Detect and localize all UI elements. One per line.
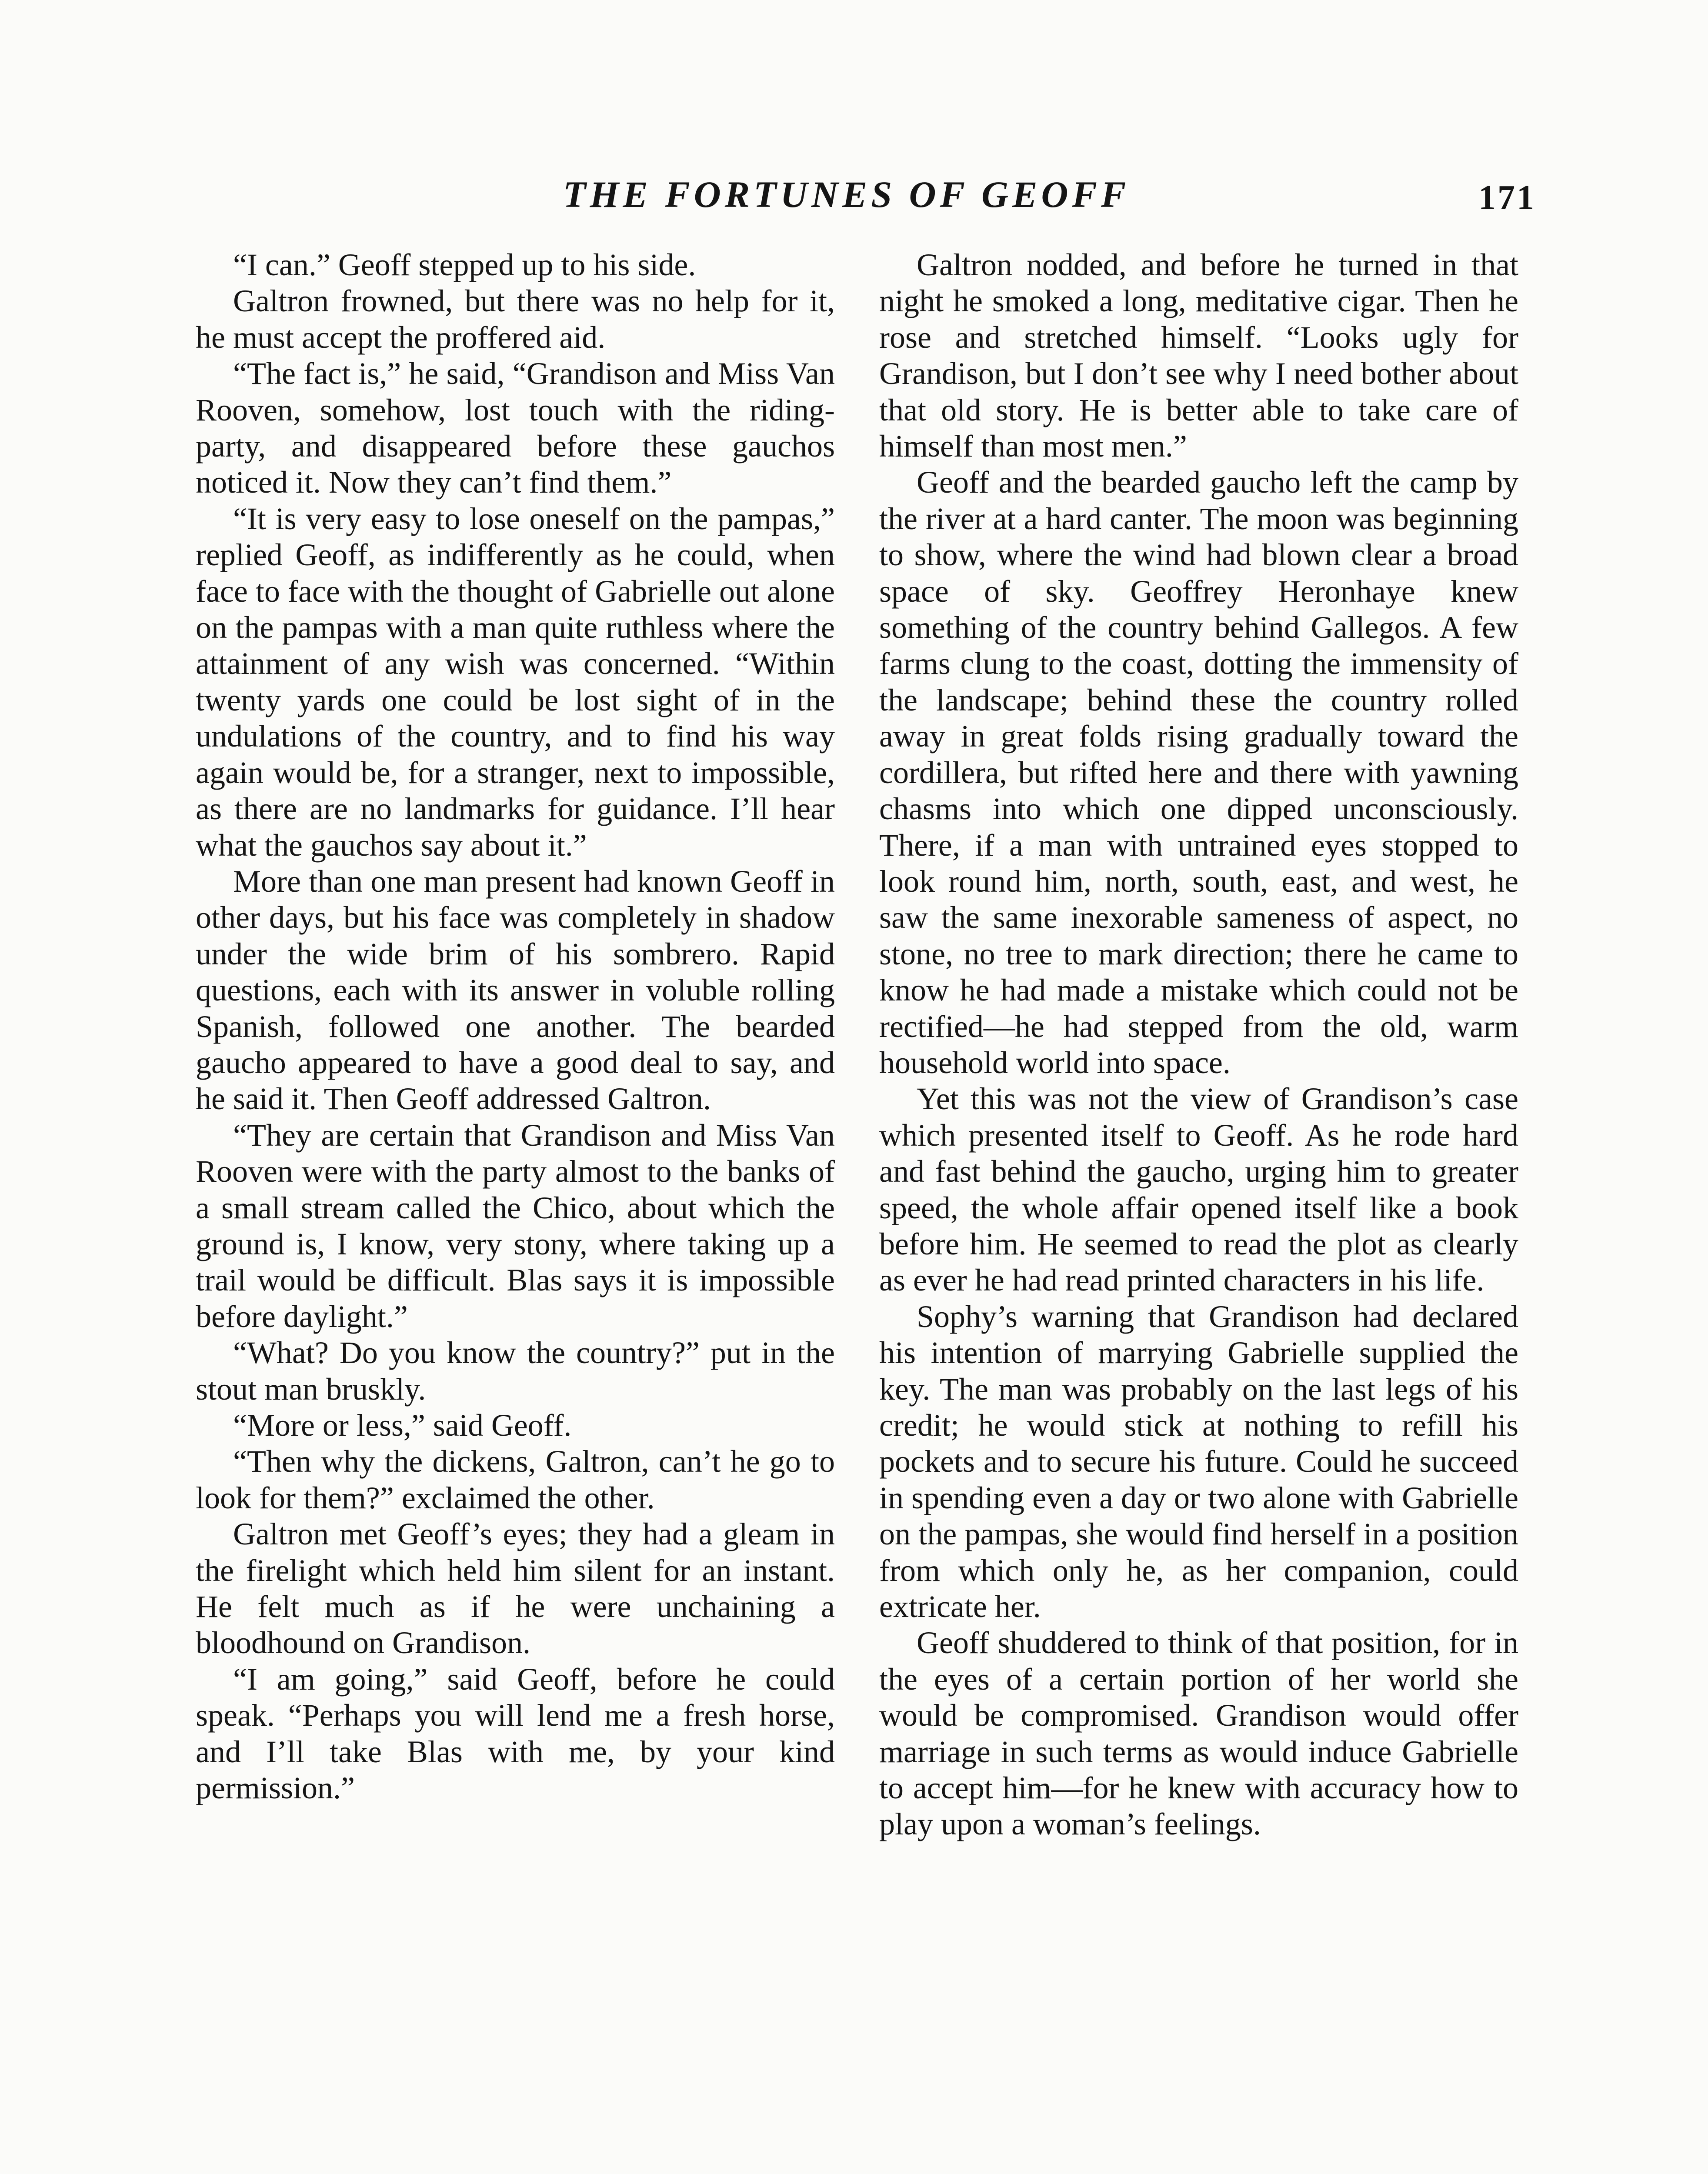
paragraph: Yet this was not the view of Grandison’s case which presented itself to Geoff. As he rode hard and fast behind the gaucho, urging him to greater speed, the whole affair opened itself like a book before him. He seemed to read the plot as clearly as ever he had read printed characters in his life. — [879, 1081, 1518, 1298]
page-header — [0, 170, 1708, 218]
paragraph: “It is very easy to lose oneself on the pampas,” replied Geoff, as indifferently as he could, when face to face with the thought of Gabrielle out alone on the pampas with a man quite ruthless where the attainment of any wish was concerned. “Within twenty yards one could be lost sight of in the undulations of the country, and to find his way again would be, for a stranger, next to impossible, as there are no landmarks for guidance. I’ll hear what the gauchos say about it.” — [196, 501, 835, 863]
paragraph: Galtron met Geoff’s eyes; they had a gleam in the firelight which held him silent for an instant. He felt much as if he were unchaining a bloodhound on Grandison. — [196, 1517, 835, 1661]
paragraph: “What? Do you know the country?” put in the stout man bruskly. — [196, 1335, 835, 1407]
paragraph: More than one man present had known Geoff in other days, but his face was completely in shadow under the wide brim of his sombrero. Rapid questions, each with its answer in voluble rolling Spanish, followed one another. The bearded gaucho appeared to have a good deal to say, and he said it. Then Geoff addressed Galtron. — [196, 864, 835, 1117]
paragraph: Galtron frowned, but there was no help for it, he must accept the proffered aid. — [196, 283, 835, 355]
left-column — [196, 247, 835, 1806]
paragraph: “I am going,” said Geoff, before he could speak. “Perhaps you will lend me a fresh horse, and I’ll take Blas with me, by your kind permission.” — [196, 1661, 835, 1806]
paragraph: Sophy’s warning that Grandison had declared his intention of marrying Gabrielle supplied the key. The man was probably on the last legs of his credit; he would stick at nothing to refill his pockets and to secure his future. Could he succeed in spending even a day or two alone with Gabrielle on the pampas, she would find herself in a position from which only he, as her companion, could extricate her. — [879, 1299, 1518, 1624]
running-title: THE FORTUNES OF GEOFF — [563, 173, 1130, 215]
right-column — [879, 247, 1518, 1843]
paragraph: Geoff and the bearded gaucho left the camp by the river at a hard canter. The moon was beginning to show, where the wind had blown clear a broad space of sky. Geoffrey Heronhaye knew something of the country behind Gallegos. A few farms clung to the coast, dotting the immensity of the landscape; behind these the country rolled away in great folds rising gradually toward the cordillera, but rifted here and there with yawning chasms into which one dipped unconsciously. There, if a man with untrained eyes stopped to look round him, north, south, east, and west, he saw the same inexorable sameness of aspect, no stone, no tree to mark direction; there he came to know he had made a mistake which could not be rectified—he had stepped from the old, warm household world into space. — [879, 465, 1518, 1080]
paragraph: Galtron nodded, and before he turned in that night he smoked a long, meditative cigar. Then he rose and stretched himself. “Looks ugly for Grandison, but I don’t see why I need bother about that old story. He is better able to take care of himself than most men.” — [879, 247, 1518, 464]
paragraph: Geoff shuddered to think of that position, for in the eyes of a certain portion of her world she would be compromised. Grandison would offer marriage in such terms as would induce Gabrielle to accept him—for he knew with accuracy how to play upon a woman’s feelings. — [879, 1625, 1518, 1842]
paragraph: “I can.” Geoff stepped up to his side. — [233, 247, 696, 282]
paragraph: “The fact is,” he said, “Grandison and Miss Van Rooven, somehow, lost touch with the riding-party, and disappeared before these gauchos noticed it. Now they can’t find them.” — [196, 356, 835, 500]
paragraph: “They are certain that Grandison and Miss Van Rooven were with the party almost to the banks of a small stream called the Chico, about which the ground is, I know, very stony, where taking up a trail would be difficult. Blas says it is impossible before daylight.” — [196, 1117, 835, 1334]
paragraph: “More or less,” said Geoff. — [233, 1408, 572, 1443]
paragraph: “Then why the dickens, Galtron, can’t he go to look for them?” exclaimed the other. — [196, 1444, 835, 1515]
page-number: 171 — [1478, 179, 1536, 217]
